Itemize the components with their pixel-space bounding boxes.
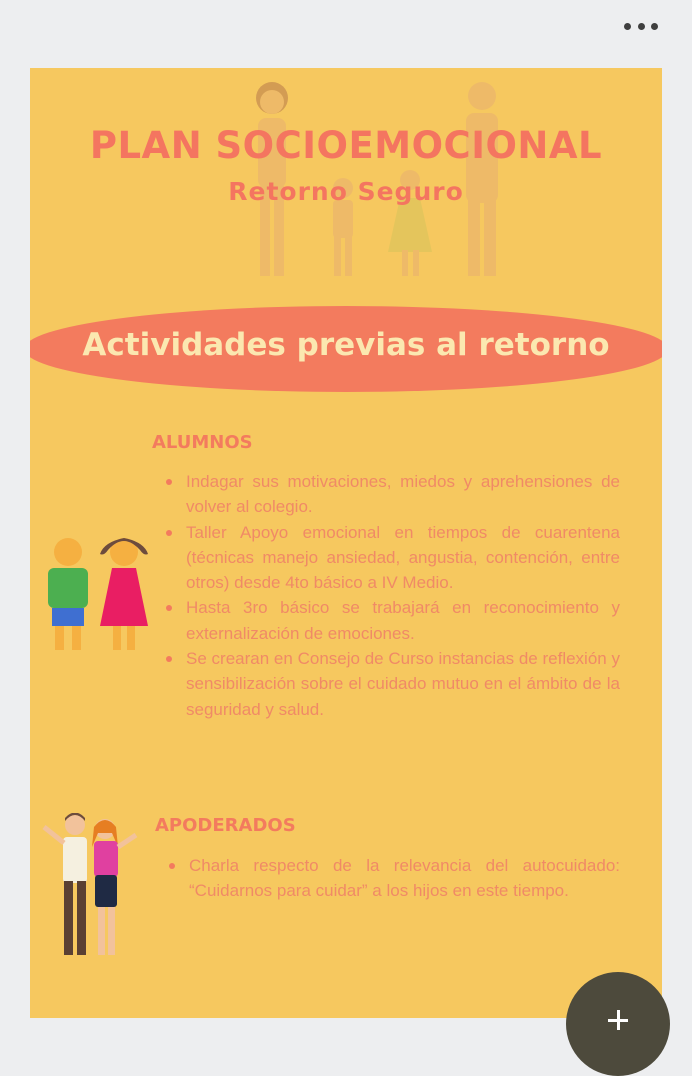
guardians-activities-list xyxy=(167,853,620,904)
page-title: PLAN SOCIOEMOCIONAL xyxy=(89,124,603,167)
more-options-icon[interactable] xyxy=(624,14,658,38)
guardians-heading: APODERADOS xyxy=(155,815,296,836)
document-page xyxy=(30,68,662,1018)
children-illustration xyxy=(40,536,152,654)
plus-icon xyxy=(608,1010,628,1030)
students-heading: ALUMNOS xyxy=(152,432,253,453)
students-activities-list xyxy=(164,469,620,722)
page-subtitle: Retorno Seguro xyxy=(228,177,464,206)
list-item: Taller Apoyo emocional en tiempos de cuarentena (técnicas manejo ansiedad, angustia, contención, entre otros) desde 4to básico a IV Medio. xyxy=(164,520,620,596)
parents-illustration xyxy=(40,813,140,965)
banner-title: Actividades previas al retorno xyxy=(82,327,610,363)
list-item: Charla respecto de la relevancia del autocuidado: “Cuidarnos para cuidar” a los hijos en este tiempo. xyxy=(167,853,620,904)
list-item: Se crearan en Consejo de Curso instancias de reflexión y sensibilización sobre el cuidado mutuo en el ámbito de la seguridad y salud. xyxy=(164,646,620,722)
add-button[interactable] xyxy=(566,972,670,1076)
list-item: Hasta 3ro básico se trabajará en reconocimiento y externalización de emociones. xyxy=(164,595,620,646)
list-item: Indagar sus motivaciones, miedos y aprehensiones de volver al colegio. xyxy=(164,469,620,520)
